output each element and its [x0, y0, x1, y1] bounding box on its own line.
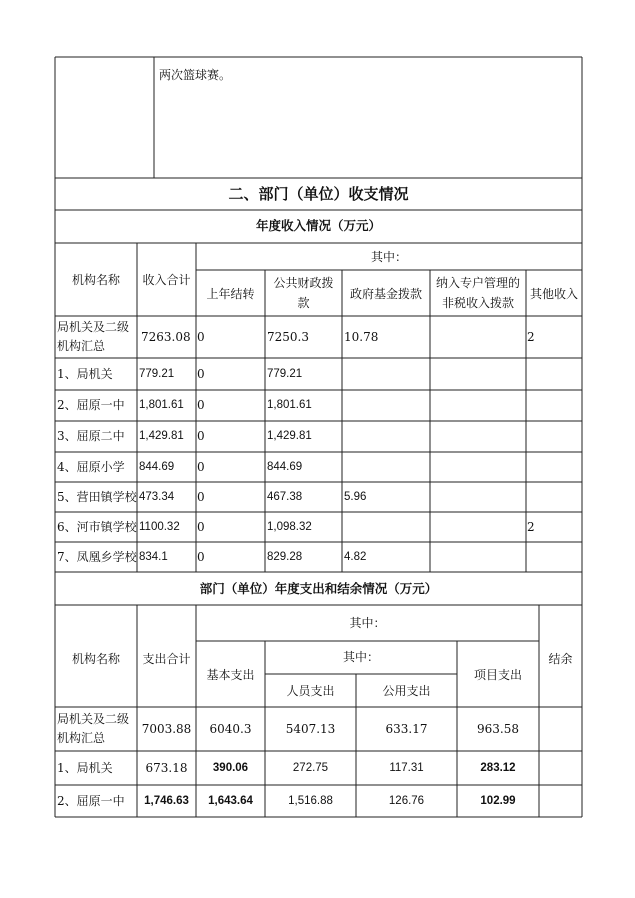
top-note: 两次篮球赛。	[159, 68, 232, 82]
expense-row-name: 1、局机关	[57, 761, 113, 775]
income-row-prev: 0	[197, 460, 205, 474]
income-row-name: 6、河市镇学校	[57, 520, 137, 534]
expense-header-public: 公用支出	[382, 684, 431, 698]
expense-header-basic: 基本支出	[206, 668, 255, 682]
income-header-fiscal-l2: 款	[297, 296, 310, 310]
income-header-name: 机构名称	[71, 273, 120, 287]
expense-header-among: 其中：	[349, 616, 386, 630]
expense-row-name-l1: 局机关及二级	[57, 712, 130, 726]
expense-row-total: 7003.88	[141, 722, 192, 736]
income-header-fund: 政府基金拨款	[349, 287, 422, 301]
expense-header-personnel: 人员支出	[286, 684, 335, 698]
expense-row-personnel: 5407.13	[285, 722, 336, 736]
expense-row-public: 117.31	[389, 762, 424, 774]
income-row-prev: 0	[197, 429, 205, 443]
expense-row-total: 673.18	[145, 761, 188, 775]
income-header-prev: 上年结转	[206, 287, 255, 301]
expense-header-project: 项目支出	[473, 668, 522, 682]
expense-header-name: 机构名称	[71, 652, 120, 666]
income-row-fiscal: 1,801.61	[267, 399, 312, 411]
expense-row-personnel: 1,516.88	[288, 795, 333, 807]
income-row-prev: 0	[197, 367, 205, 381]
expense-header-balance: 结余	[548, 652, 573, 666]
income-row-fund: 10.78	[344, 330, 379, 344]
income-row-prev: 0	[197, 550, 205, 564]
income-row-total: 844.69	[139, 461, 175, 473]
income-row-total: 7263.08	[141, 330, 191, 344]
expense-row-project: 283.12	[480, 762, 516, 774]
income-header-total: 收入合计	[142, 273, 191, 287]
expense-row-name: 2、屈原一中	[57, 794, 125, 808]
expense-row-public: 126.76	[388, 795, 425, 807]
income-row-prev: 0	[197, 520, 205, 534]
expense-row-name-l2: 机构汇总	[57, 731, 106, 745]
expense-row-project: 963.58	[477, 722, 519, 736]
income-row-other: 2	[527, 520, 535, 534]
income-row-name-l2: 机构汇总	[57, 339, 106, 353]
income-row-fiscal: 1,098.32	[267, 521, 312, 533]
income-row-prev: 0	[197, 398, 205, 412]
expense-title: 部门（单位）年度支出和结余情况（万元）	[199, 581, 438, 596]
income-row-name-l1: 局机关及二级	[57, 320, 130, 334]
income-row-fiscal: 467.38	[267, 491, 303, 503]
expense-row-project: 102.99	[480, 795, 516, 807]
section-title: 二、部门（单位）收支情况	[228, 185, 409, 203]
expense-header-total: 支出合计	[142, 652, 191, 666]
income-row-fiscal: 829.28	[267, 551, 303, 563]
income-row-name: 4、屈原小学	[57, 460, 125, 474]
income-row-total: 1100.32	[139, 521, 180, 533]
expense-header-among2: 其中：	[342, 650, 379, 664]
income-row-total: 1,801.61	[139, 399, 184, 411]
income-row-name: 1、局机关	[57, 367, 113, 381]
income-row-fund: 5.96	[344, 491, 367, 503]
income-row-fiscal: 844.69	[267, 461, 303, 473]
income-row-other: 2	[527, 330, 535, 344]
income-row-fiscal: 779.21	[267, 368, 303, 380]
income-header-other: 其他收入	[529, 287, 578, 301]
income-header-special-l2: 非税收入拨款	[441, 296, 514, 310]
income-row-fiscal: 1,429.81	[267, 430, 312, 442]
income-header-special-l1: 纳入专户管理的	[435, 276, 520, 290]
expense-row-basic: 390.06	[212, 762, 249, 774]
income-row-total: 779.21	[139, 368, 175, 380]
income-header-fiscal-l1: 公共财政拨	[273, 276, 334, 290]
expense-row-public: 633.17	[385, 722, 428, 736]
income-row-prev: 0	[197, 330, 205, 344]
income-row-name: 7、凤凰乡学校	[57, 550, 137, 564]
income-row-fund: 4.82	[344, 551, 367, 563]
income-title: 年度收入情况（万元）	[255, 218, 381, 233]
income-row-name: 3、屈原二中	[57, 429, 125, 443]
expense-row-basic: 1,643.64	[208, 795, 253, 807]
income-row-prev: 0	[197, 490, 205, 504]
income-row-name: 2、屈原一中	[57, 398, 125, 412]
income-row-total: 473.34	[139, 491, 175, 503]
expense-row-total: 1,746.63	[144, 795, 189, 807]
expense-row-personnel: 272.75	[292, 762, 329, 774]
income-row-total: 834.1	[139, 551, 168, 563]
income-header-among: 其中：	[370, 250, 407, 264]
income-row-name: 5、营田镇学校	[57, 490, 137, 504]
expense-row-basic: 6040.3	[209, 722, 252, 736]
income-row-fiscal: 7250.3	[267, 330, 309, 344]
income-row-total: 1,429.81	[139, 430, 184, 442]
